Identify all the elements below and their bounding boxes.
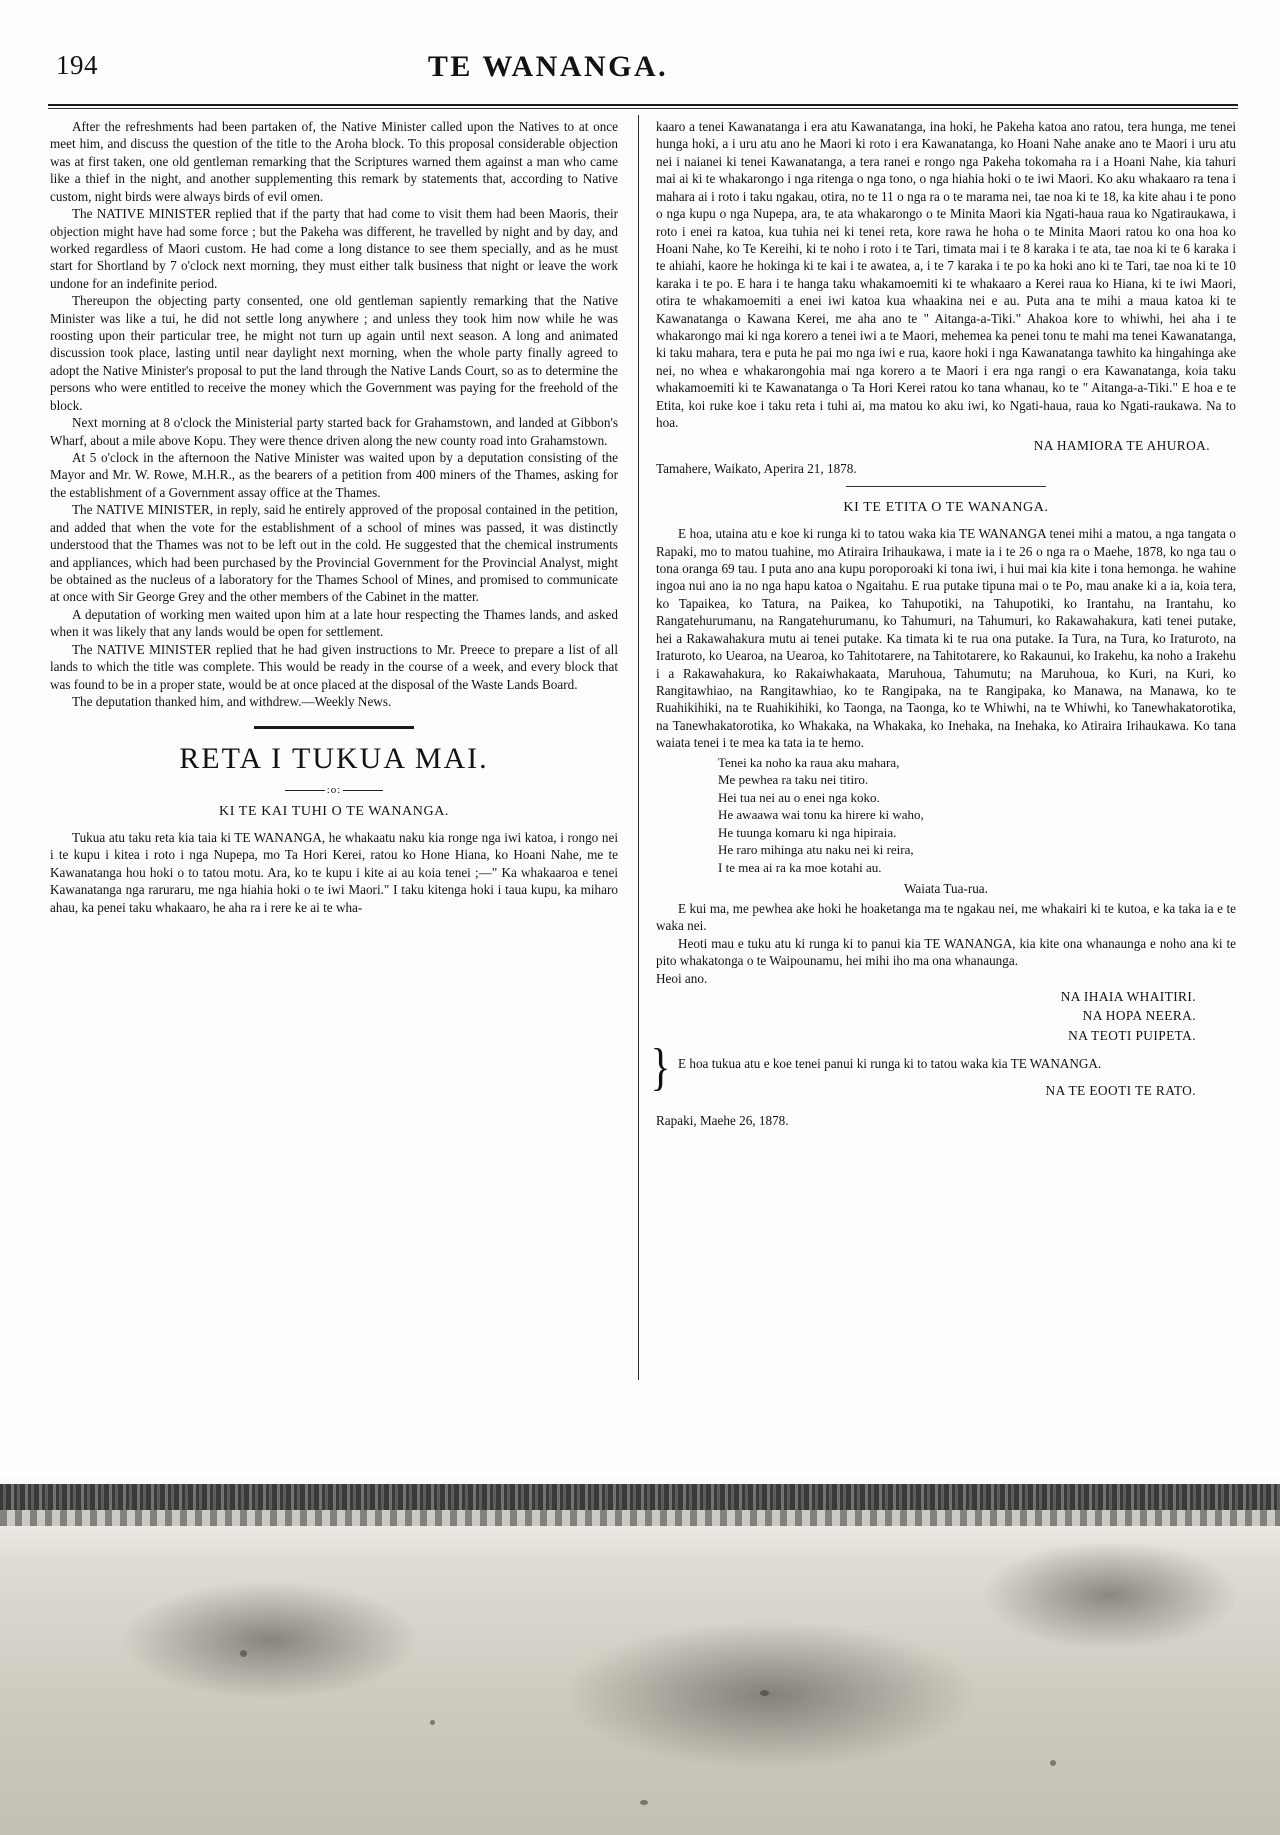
verse-line: I te mea ai ra ka moe kotahi au. — [718, 859, 882, 875]
final-dateline: Rapaki, Maehe 26, 1878. — [656, 1113, 789, 1129]
scan-smudge — [120, 1580, 420, 1700]
paragraph: The NATIVE MINISTER replied that he had given instructions to Mr. Preece to prepare a list of all lands to which the title was complete. This would be ready in the course of a week, and every block that was found to be in a proper state, would be at once placed at the disposal of the Waste Lands Board. — [50, 641, 618, 692]
scan-speck — [240, 1650, 247, 1657]
masthead-title: TE WANANGA. — [427, 50, 669, 83]
header-rule-secondary — [48, 108, 1238, 109]
paragraph: E kui ma, me pewhea ake hoki he hoaketanga ma te ngakau nei, me whakairi ki te kutoa, e ka taka ia e te waka nei. — [656, 900, 1236, 934]
paragraph: Thereupon the objecting party consented, one old gentleman sapiently remarking that the Native Minister was like a tui, he did not settle long anywhere ; and unless they took him now while he was roosting upon their particular tree, he might not turn up again until next season. A long and animated discussion took place, lasting until near daylight next morning, when the whole party finally agreed to adopt the Native Minister's proposal to put the land through the Native Lands Court, so as to determine the persons who were entitled to receive the money which the Government was paying for the freehold of the block. — [50, 293, 618, 413]
paragraph: At 5 o'clock in the afternoon the Native Minister was waited upon by a deputation consisting of the Mayor and Mr. W. Rowe, M.H.R., as the bearers of a petition from 400 miners of the Thames, asking for the establishment of a Government assay office at the Thames. — [50, 450, 618, 500]
closing-line: Heoi ano. — [656, 970, 708, 986]
verse-line: Tenei ka noho ka raua aku mahara, — [718, 754, 900, 770]
scan-smudge — [980, 1540, 1240, 1650]
brace-mark: } — [650, 1039, 671, 1096]
scan-speck — [430, 1720, 435, 1725]
header-rule — [48, 104, 1238, 106]
paragraph-continuation: kaaro a tenei Kawanatanga i era atu Kawanatanga, ina hoki, he Pakeha katoa ano ratou, tera hunga, me tenei hunga hoki, a i uru atu ano he Maori ki roto i era Kawanatanga, ko Hoani Nahe anake ano te Maori i uru atu nei i naianei ki tenei Kawanatanga, a tera ranei e rongo nga Pakeha tokomaha ra i a Hoani Nahe, kia tahuri mai ai ki te whakarongo i nga ritenga o nga tono, o nga hiahia hoki o te iwi Maori. Ko aku whakaaro ra tena i mahara ai i roto i taku ngakau, otira, no te 11 o nga ra o te marama nei, tae noa ki te 18, ka kite ahau i te pono o nga kupu o nga Nupepa, ara, te ata whakarongo o te Minita Maori kia Ngati-haua raua ko Ngatiraukawa, i roto i enei ra katoa, kua tuhia nei ki tenei reta, kore rawa he hoha o te Minita Maori ratou ko ona hoa ko Hoani Nahe, ko Te Kereihi, ki te noho i roto i te Tari, timata mai i te 8 karaka i te ata, tae noa ki te 6 karaka i te ahiahi, kaore he hokinga ki te kai i te awatea, a, i te 7 karaka i te po ka hoki ano ki te Tari, tae noa ki te 10 karaka i te po. E hara i te hanga taku whakamoemiti ki te whakaaro a Kerei raua ko Hiana, ki te iwi Maori, otira te whakamoemiti a enei iwi katoa kua whaakina nei e au. Puta ana te mihi a maua katoa ki te Kawanatanga o Kawana Kerei, me aha ano te " Aitanga-a-Tiki." Ahakoa kore to whiwhi, hei aha i te whakarongo mai ki nga korero a tenei iwi a te Maori, mehemea ka penei tonu te mahi ma tenei Kawanatanga, ki taku mahara, tera e puta he pai mo nga iwi e rua, kaore hoki i nga Kawanatanga tawhito ka hingahinga ake nei, no whea e whakarongohia mai nga korero a te Maori i era nga rangi o era Kawanatanga, koia taku whakamoemiti ki te Kawanatanga o Ta Hori Kerei ratou ko tana whanau, ko te " Aitanga-a-Tiki." E hoa e te Etita, koi ruke koe i taku reta i tuhi ai, ma matou ko aku iwi, ko Ngati-haua, raua ko Ngati-raukawa. Na to hoa. — [656, 119, 1236, 431]
final-signature: NA TE EOOTI TE RATO. — [1045, 1082, 1196, 1098]
scan-noise-band-secondary — [0, 1510, 1280, 1526]
scan-speck — [760, 1690, 769, 1696]
final-note: E hoa tukua atu e koe tenei panui ki runga ki to tatou waka kia TE WANANGA. — [678, 1056, 1102, 1072]
verse-line: Hei tua nei au o enei nga koko. — [718, 789, 880, 805]
verse-line: Me pewhea ra taku nei titiro. — [718, 772, 869, 788]
signature-list — [656, 987, 1236, 1045]
section-subheading: KI TE KAI TUHI O TE WANANGA. — [218, 804, 450, 820]
paragraph: Heoti mau e tuku atu ki runga ki to panui kia TE WANANGA, kia kite ona whanaunga e noho ana ki te pito whakatonga o te Waipounamu, hei mihi iho ma ona whanaunga. — [656, 935, 1236, 969]
letter-body: Tukua atu taku reta kia taia ki TE WANANGA, he whakaatu naku kia ronge nga iwi katoa, i rongo nei i te kupu i kitea i roto i nga Nupepa, mo Ta Hori Kerei, ratou ko Hone Hiana, ko Hoani Nahe, me te Kawanatanga hou hoki o to tatou motu. Ara, ko te kupu i kite ai au koia tenei ;—" Ka whakaaroa e tenei Kawanatanga nga raruraru, me nga hiahia hoki o te iwi Maori." I taku kitenga hoki i taua kupu, ka miharo ahau, ka penei taku whakaaro, he aha ra i rere ke ai te wha- — [50, 829, 618, 915]
signature: NA HOPA NEERA. — [1082, 1008, 1196, 1024]
left-column — [50, 118, 618, 916]
letter-body-second: E hoa, utaina atu e koe ki runga ki to tatou waka kia TE WANANGA tenei mihi a matou, a nga tangata o Rapaki, mo to matou tuahine, mo Atiraira Irihaukawa, i mate ia i te 26 o nga ra o Maehe, 1878, ko nga tau o tona oranga 69 tau. I puta ano ana kupu poroporoaki ki tona iwi, i hui mai kia kite i tona hemonga. he wahine ingoa nui ano ia no nga hapu katoa o Ngaitahu. E rua putake tipuna mai o te Po, mau anake ki a ia, koia tera, ko Tapaikea, ko Tatura, na Paikea, ko Tahupotiki, na Tahupotiki, ko Irantahu, na Irantahu, ko Rangatehurumanu, na Rangatehurumanu, ko Tahumuri, na Tahumuri, ko Rakawahakura, kati tenei putake, hei a Rakawahakura mutu ai tenei putake. Ka timata ki te rua ona putake. Ia Tura, na Tura, ko Iraturoto, na Iraturoto, ko Uearoa, na Uearoa, ko Tahitotarere, na Tahitotarere, ko Rakaunui, ko Irakehu, ka noho a Irakehu i a Rakawahakura, ko Rakaiwhakaata, Maruhoua, Tahumutu; na Maruhoua, ko Kuri, na Kuri, ko Rangitawhiao, na Rangitawhiao, ko te Rangipaka, na te Rangipaka, ko Manawa, na Manawa, ko te Ruahikihiki, na te Ruahikihiki, ko Taonga, na Taonga, ko te Whiwhi, na te Whiwhi, ko Tanewhakatorotika, na Tanewhakatorotika, ko Whakaka, na Whakaka, ko Inehaka, na Inehaka, ko Atiraira Irihaukawa. Ko tana waiata tenei i te mea ka tata ia te hemo. — [656, 526, 1236, 751]
scan-smudge — [560, 1620, 980, 1770]
masthead — [48, 50, 1238, 90]
paragraph: The NATIVE MINISTER replied that if the party that had come to visit them had been Maoris, their objection might have had some force ; but the Pakeha was different, he travelled by night and by day, and worked regardless of Maori custom. He had come a long distance to see them specially, and as he must start for Shortland by 7 o'clock next morning, they must either talk business that night or leave the work undone for an indefinite period. — [50, 206, 618, 291]
divider-rule — [846, 486, 1046, 487]
verse-block — [656, 754, 1236, 877]
letter-heading: KI TE ETITA O TE WANANGA. — [843, 499, 1049, 515]
page-number: 194 — [56, 50, 98, 80]
scan-speck — [1050, 1760, 1056, 1766]
scan-speck — [640, 1800, 648, 1805]
column-divider — [638, 115, 639, 1380]
signature: NA TEOTI PUIPETA. — [1068, 1027, 1196, 1043]
section-rule — [254, 726, 414, 729]
paragraph: Next morning at 8 o'clock the Ministerial party started back for Grahamstown, and landed at Gibbon's Wharf, about a mile above Kopu. They were thence driven along the new county road into Grahamstown. — [50, 415, 618, 448]
paragraph: After the refreshments had been partaken of, the Native Minister called upon the Natives to at once meet him, and discuss the question of the title to the Aroha block. To this proposal considerable objection was at first taken, one old gentleman remarking that the Scriptures warned them against a man who came like a thief in the night, and another supplementing this remark by statements that, according to Native custom, night birds were always birds of evil omen. — [50, 119, 618, 204]
paragraph: A deputation of working men waited upon him at a late hour respecting the Thames lands, and asked when it was likely that any lands would be open for settlement. — [50, 606, 618, 640]
paragraph: The deputation thanked him, and withdrew.—Weekly News. — [72, 693, 392, 709]
signature: NA IHAIA WHAITIRI. — [1060, 989, 1196, 1005]
scan-noise-band — [0, 1484, 1280, 1510]
letter-signature: NA HAMIORA TE AHUROA. — [1033, 437, 1210, 453]
right-column — [656, 118, 1236, 1130]
verse-title: Waiata Tua-rua. — [904, 881, 988, 897]
ornament-rule: :o: — [279, 783, 389, 798]
letter-dateline: Tamahere, Waikato, Aperira 21, 1878. — [656, 461, 857, 477]
paragraph: The NATIVE MINISTER, in reply, said he entirely approved of the proposal contained in the petition, and added that when the vote for the establishment of a school of mines was passed, it was distinctly understood that the Thames was not to be left out in the cold. He suggested that the chemical instruments and appliances, which had been purchased by the Provincial Government for the Provincial Analyst, might be obtained as the nucleus of a laboratory for the Thames School of Mines, and promised to communicate at once with Sir George Grey and the other members of the Cabinet in the matter. — [50, 502, 618, 605]
verse-line: He raro mihinga atu naku nei ki reira, — [718, 842, 914, 858]
section-heading: RETA I TUKUA MAI. — [179, 742, 489, 776]
verse-line: He tuunga komaru ki nga hipiraia. — [718, 824, 897, 840]
verse-line: He awaawa wai tonu ka hirere ki waho, — [718, 807, 924, 823]
